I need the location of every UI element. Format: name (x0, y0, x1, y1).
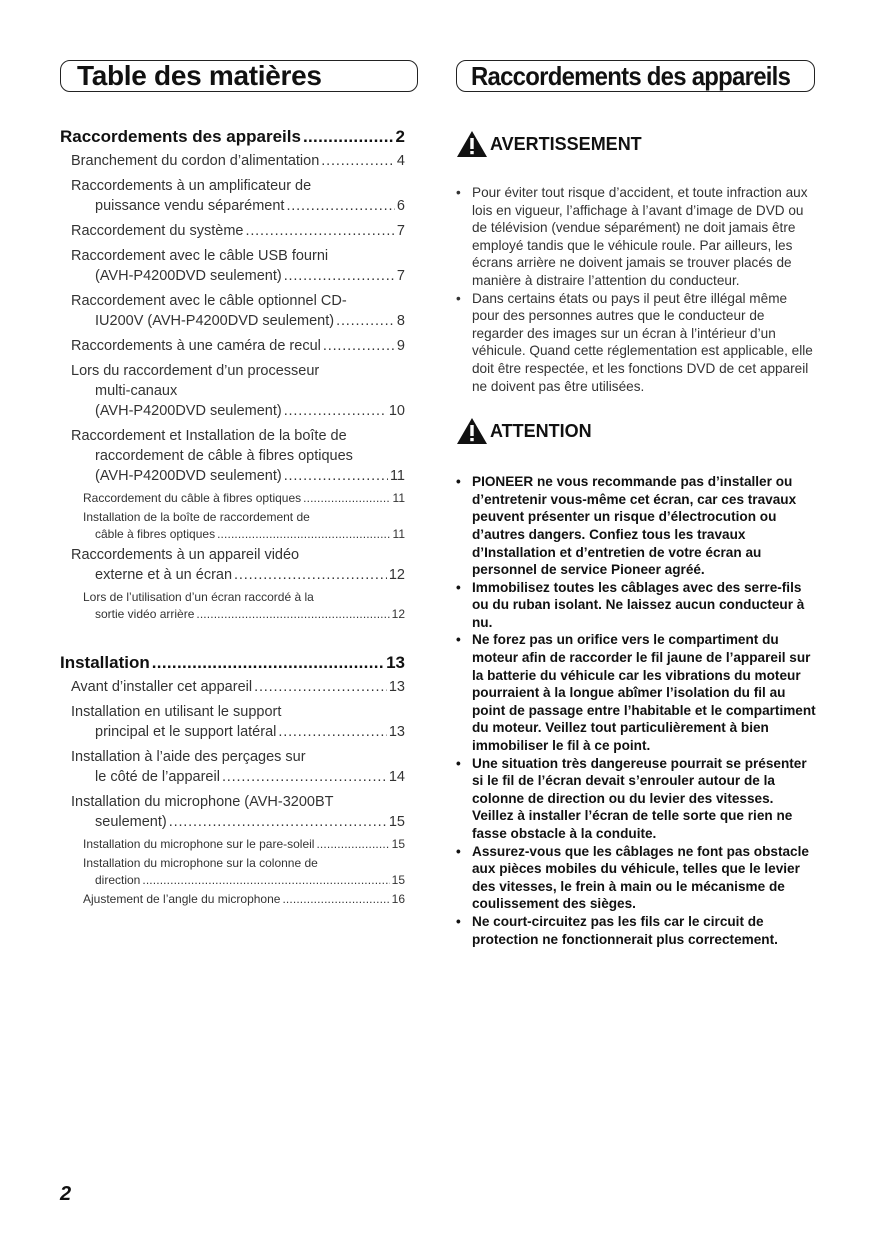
toc-entry-last-line (71, 722, 405, 742)
toc-page-number: 11 (392, 491, 405, 505)
toc-entry-line: Installation du microphone sur la colonne de (83, 856, 318, 870)
toc-entry-line: Raccordement avec le câble USB fourni (71, 248, 329, 264)
toc-entry-text: (AVH-P4200DVD seulement) (95, 403, 282, 419)
toc-entry-last-line (71, 311, 405, 331)
toc-entry[interactable] (83, 891, 405, 908)
toc-entry-last-line (83, 526, 405, 543)
toc-entry[interactable] (71, 747, 405, 787)
toc-entry-text: Raccordement du système (71, 223, 244, 239)
toc-entry-last-line (71, 196, 405, 216)
toc-page-number: 15 (391, 873, 405, 887)
toc-section-title: Raccordements des appareils (60, 127, 301, 146)
warning-list (456, 184, 816, 395)
toc-entry-text: le côté de l’appareil (95, 769, 220, 785)
toc-entry[interactable] (83, 490, 405, 507)
toc-page-number: 12 (391, 607, 405, 621)
toc-entry[interactable] (71, 336, 405, 356)
toc-entry-text: sortie vidéo arrière (95, 607, 195, 621)
toc-entry-line: Installation à l’aide des perçages sur (71, 749, 306, 765)
warning-triangle-icon (456, 130, 488, 158)
toc-page-number: 10 (388, 403, 405, 419)
toc-entry-last-line (71, 266, 405, 286)
toc-page-number: 4 (396, 153, 405, 169)
toc-page-number: 12 (388, 567, 405, 583)
toc-entry-last-line (71, 767, 405, 787)
toc-entry-text: Avant d’installer cet appareil (71, 679, 253, 695)
toc-leader (196, 606, 389, 623)
toc-page-number: 7 (396, 268, 405, 284)
toc-entry[interactable] (71, 361, 405, 421)
toc-entry-last-line (71, 812, 405, 832)
table-of-contents (60, 127, 405, 908)
toc-entry-line: Installation de la boîte de raccordement de (83, 510, 310, 524)
toc-entry[interactable] (71, 792, 405, 832)
toc-entry-last-line (83, 606, 405, 623)
toc-header-tab (60, 60, 418, 92)
toc-title: Table des matières (77, 60, 322, 91)
toc-leader (234, 565, 387, 585)
toc-page-number: 16 (391, 892, 405, 906)
toc-entry-last-line (71, 401, 405, 421)
caution-item: • Immobilisez toutes les câblages avec des serre-fils ou du ruban isolant. Ne laissez aucun conducteur à nu. (456, 579, 816, 632)
toc-entry-last-line (71, 151, 405, 171)
caution-list (456, 473, 816, 948)
toc-leader (278, 722, 387, 742)
toc-page-number: 6 (396, 198, 405, 214)
toc-entry-last-line (71, 677, 405, 697)
toc-entry-text: puissance vendu séparément (95, 198, 285, 214)
warning-heading (456, 130, 816, 158)
toc-entry-text: Installation du microphone sur le pare-soleil (83, 837, 315, 851)
toc-entry-text: seulement) (95, 814, 167, 830)
toc-section-heading[interactable] (60, 653, 405, 673)
toc-entry[interactable] (83, 509, 405, 543)
section-title: Raccordements des appareils (471, 60, 791, 91)
toc-leader (282, 891, 389, 908)
toc-leader (217, 526, 390, 543)
toc-entry-line: raccordement de câble à fibres optiques (95, 448, 353, 464)
toc-entry-text: externe et à un écran (95, 567, 233, 583)
toc-entry-line: Raccordement avec le câble optionnel CD- (71, 293, 347, 309)
toc-page-number: 15 (391, 837, 405, 851)
toc-entry-text: Raccordement du câble à fibres optiques (83, 491, 302, 505)
toc-leader (142, 872, 389, 889)
toc-entry[interactable] (71, 221, 405, 241)
toc-page-number: 9 (396, 338, 405, 354)
toc-entry-text: (AVH-P4200DVD seulement) (95, 468, 282, 484)
toc-entry-line: multi-canaux (95, 383, 178, 399)
toc-leader (284, 401, 387, 421)
toc-leader (286, 196, 394, 216)
toc-leader (222, 767, 387, 787)
toc-entry[interactable] (83, 836, 405, 853)
toc-leader (152, 653, 384, 673)
toc-entry[interactable] (71, 702, 405, 742)
toc-section-heading[interactable] (60, 127, 405, 147)
toc-entry-last-line (71, 565, 405, 585)
caution-item: • Assurez-vous que les câblages ne font pas obstacle aux pièces mobiles du véhicule, telles que le levier des vitesses, le frein à main ou le mécanisme de coulissement des sièges. (456, 843, 816, 913)
toc-entry-line: Raccordement et Installation de la boîte de (71, 428, 347, 444)
toc-leader (303, 490, 390, 507)
toc-leader (254, 677, 387, 697)
toc-entry-last-line (71, 336, 405, 356)
safety-column (456, 130, 816, 948)
toc-leader (336, 311, 395, 331)
toc-page-number: 14 (388, 769, 405, 785)
toc-leader (169, 812, 387, 832)
toc-leader (323, 336, 395, 356)
toc-entry[interactable] (71, 176, 405, 216)
toc-entry[interactable] (71, 677, 405, 697)
toc-page-number: 15 (388, 814, 405, 830)
warning-item: • Dans certains états ou pays il peut être illégal même pour des personnes autres que le conducteur de regarder des images sur un écran à l’intérieur d’un véhicule. Quand cette réglementation est applicable, elle doit être respectée, et les fonctions DVD de cet appareil ne doivent pas être utilisées. (456, 290, 816, 396)
caution-item: • Ne forez pas un orifice vers le compartiment du moteur afin de raccorder le fil jaune de l’appareil sur la batterie du véhicule car les vibrations du moteur pourraient à la longue abîmer l’isolation du fil au point de passage entre l’habitable et le compartiment du moteur. Veillez tout particulièrement à bien immobiliser le fil à ce point. (456, 631, 816, 754)
warning-triangle-icon (456, 417, 488, 445)
toc-entry[interactable] (71, 151, 405, 171)
toc-page-number: 2 (395, 127, 405, 146)
toc-entry-last-line (71, 466, 405, 486)
toc-entry-text: Branchement du cordon d’alimentation (71, 153, 320, 169)
toc-leader (284, 266, 395, 286)
toc-section-title: Installation (60, 653, 150, 672)
toc-leader (316, 836, 389, 853)
toc-entry[interactable] (71, 545, 405, 585)
toc-leader (321, 151, 395, 171)
toc-page-number: 7 (396, 223, 405, 239)
toc-leader (284, 466, 388, 486)
toc-entry[interactable] (83, 855, 405, 889)
toc-page-number: 8 (396, 313, 405, 329)
toc-entry-text: principal et le support latéral (95, 724, 277, 740)
toc-entry[interactable] (71, 291, 405, 331)
toc-entry[interactable] (83, 589, 405, 623)
toc-entry-last-line (83, 872, 405, 889)
toc-entry-line: Raccordements à un amplificateur de (71, 178, 312, 194)
toc-entry-line: Installation du microphone (AVH-3200BT (71, 794, 334, 810)
toc-entry-line: Lors du raccordement d’un processeur (71, 363, 320, 379)
toc-entry-line: Lors de l’utilisation d’un écran raccordé à la (83, 590, 314, 604)
toc-entry-last-line (71, 221, 405, 241)
toc-entry-last-line (83, 836, 405, 853)
toc-entry-last-line (83, 891, 405, 908)
toc-page-number: 13 (386, 653, 405, 672)
toc-leader (245, 221, 394, 241)
caution-item: • PIONEER ne vous recommande pas d’installer ou d’entretenir vous-même cet écran, car ces travaux peuvent présenter un risque d’électrocution ou d’autres dangers. Confiez tous les travaux d’Installation et d’entretien de votre écran au personnel de service Pioneer agréé. (456, 473, 816, 579)
warning-heading-text: AVERTISSEMENT (490, 133, 642, 154)
caution-item: • Une situation très dangereuse pourrait se présenter si le fil de l’écran devait s’enrouler autour de la colonne de direction ou du levier des vitesses. Veillez à installer l’écran de telle sorte que rien ne fasse obstacle à la conduite. (456, 755, 816, 843)
toc-page-number: 13 (388, 724, 405, 740)
toc-page-number: 11 (392, 527, 405, 541)
toc-entry-line: Raccordements à un appareil vidéo (71, 547, 300, 563)
toc-entry-text: IU200V (AVH-P4200DVD seulement) (95, 313, 335, 329)
toc-entry-text: Raccordements à une caméra de recul (71, 338, 321, 354)
caution-heading-text: ATTENTION (490, 420, 592, 441)
section-header-tab (456, 60, 815, 92)
warning-item: • Pour éviter tout risque d’accident, et toute infraction aux lois en vigueur, l’affichage à l’avant d’image de DVD ou de télévision (vendue séparément) ne doit jamais être employé tandis que le véhicule roule. Par ailleurs, les écrans arrière ne doivent jamais se trouver placés de manière à distraire l’attention du conducteur. (456, 184, 816, 290)
toc-entry-text: (AVH-P4200DVD seulement) (95, 268, 282, 284)
toc-entry-last-line (83, 490, 405, 507)
toc-entry-text: câble à fibres optiques (95, 527, 216, 541)
toc-entry-line: Installation en utilisant le support (71, 704, 282, 720)
toc-entry[interactable] (71, 426, 405, 486)
toc-page-number: 13 (388, 679, 405, 695)
toc-entry[interactable] (71, 246, 405, 286)
toc-entry-text: Ajustement de l’angle du microphone (83, 892, 281, 906)
page-number: 2 (60, 1183, 72, 1205)
toc-leader (303, 127, 394, 147)
toc-page-number: 11 (389, 468, 405, 484)
toc-entry-text: direction (95, 873, 141, 887)
caution-item: • Ne court-circuitez pas les fils car le circuit de protection ne fonctionnerait plus correctement. (456, 913, 816, 948)
caution-heading (456, 417, 816, 445)
